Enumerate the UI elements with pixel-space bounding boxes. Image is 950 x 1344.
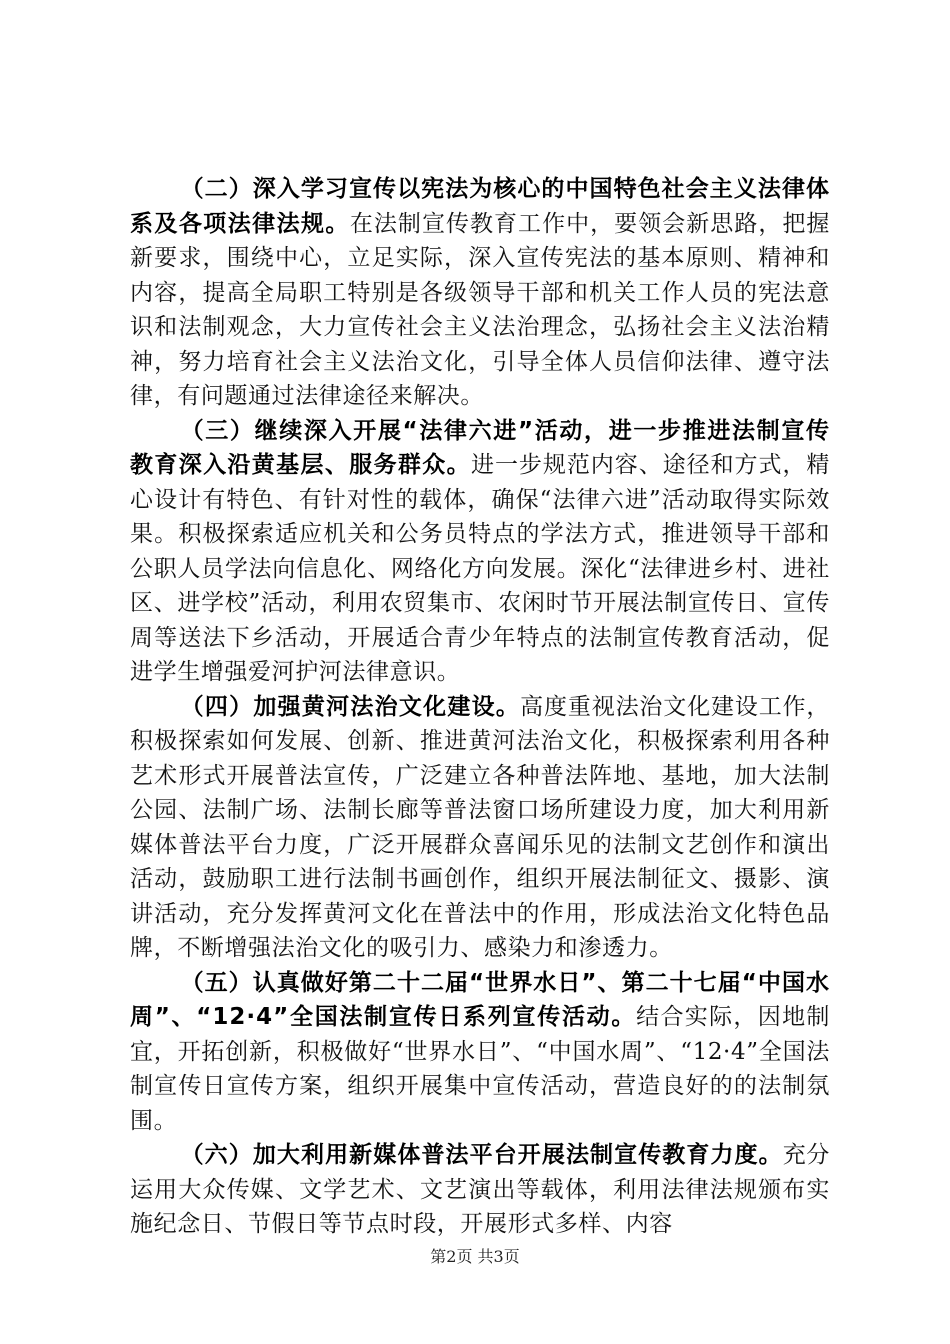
paragraph-6: [130, 1138, 830, 1242]
page-number-footer: 第2页 共3页: [430, 1247, 520, 1266]
section-body: 在法制宣传教育工作中，要领会新思路，把握新要求，围绕中心，立足实际，深入宣传宪法的基本原则、精神和内容，提高全局职工特别是各级领导干部和机关工作人员的宪法意识和法制观念，大力宣传社会主义法治理念，弘扬社会主义法治精神，努力培育社会主义法治文化，引导全体人员信仰法律、遵守法律，有问题通过法律途径来解决。: [130, 210, 831, 409]
paragraph-4: [130, 690, 830, 966]
paragraph-2: [130, 172, 830, 414]
paragraph-5: [130, 966, 830, 1139]
section-body: 充分运用大众传媒、文学艺术、文艺演出等载体，利用法律法规颁布实施纪念日、节假日等节点时段，开展形式多样、内容: [130, 1142, 831, 1237]
document-body: [130, 172, 830, 1242]
section-heading: （六）加大利用新媒体普法平台开展法制宣传教育力度。: [180, 1142, 783, 1168]
section-body: 高度重视法治文化建设工作，积极探索如何发展、创新、推进黄河法治文化，积极探索利用各种艺术形式开展普法宣传，广泛建立各种普法阵地、基地，加大法制公园、法制广场、法制长廊等普法窗口场所建设力度，加大利用新媒体普法平台力度，广泛开展群众喜闻乐见的法制文艺创作和演出活动，鼓励职工进行法制书画创作，组织开展法制征文、摄影、演讲活动，充分发挥黄河文化在普法中的作用，形成法治文化特色品牌，不断增强法治文化的吸引力、感染力和渗透力。: [130, 693, 830, 961]
section-heading: （四）加强黄河法治文化建设。: [180, 693, 521, 720]
section-heading: （三）继续深入开展“法律六进”活动，进一步推进法制宣传教育深入沿黄基层、服务群众。: [130, 417, 830, 478]
paragraph-3: [130, 414, 830, 690]
section-body: 结合实际，因地制宜，开拓创新，积极做好“世界水日”、“中国水周”、“12·4”全国法制宣传日宣传方案，组织开展集中宣传活动，营造良好的的法制氛围。: [130, 1004, 830, 1134]
section-heading: （五）认真做好第二十二届“世界水日”、第二十七届“中国水周”、“12·4”全国法制宣传日系列宣传活动。: [130, 969, 830, 1030]
section-body: 进一步规范内容、途径和方式，精心设计有特色、有针对性的载体，确保“法律六进”活动取得实际效果。积极探索适应机关和公务员特点的学法方式，推进领导干部和公职人员学法向信息化、网络化方向发展。深化“法律进乡村、进社区、进学校”活动，利用农贸集市、农闲时节开展法制宣传日、宣传周等送法下乡活动，开展适合青少年特点的法制宣传教育活动，促进学生增强爱河护河法律意识。: [130, 452, 830, 685]
section-heading: （二）深入学习宣传以宪法为核心的中国特色社会主义法律体系及各项法律法规。: [130, 176, 830, 237]
